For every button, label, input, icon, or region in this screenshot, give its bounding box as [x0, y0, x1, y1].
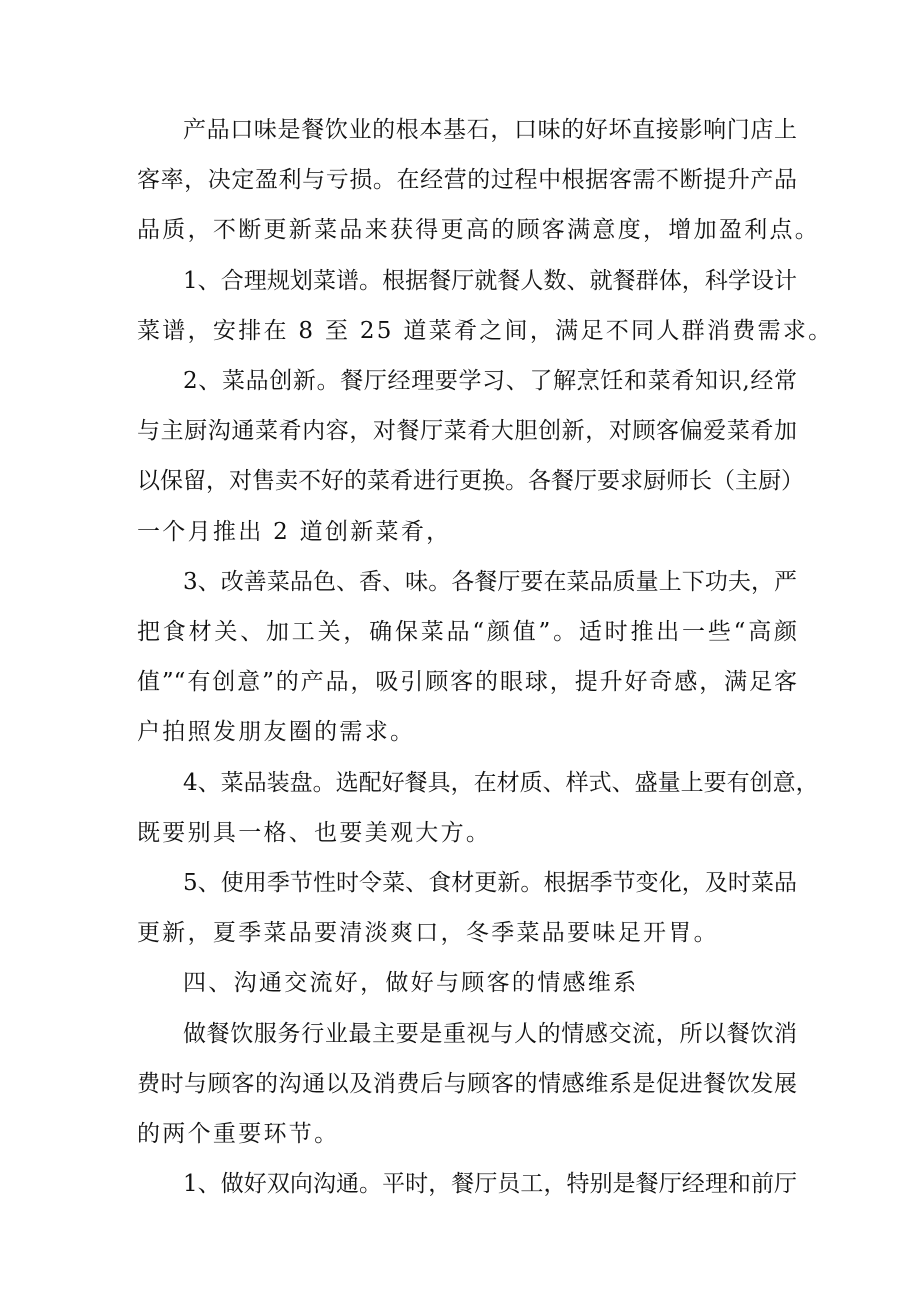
- paragraph-line: 5、使用季节性时令菜、食材更新。根据季节变化，及时菜品: [183, 870, 797, 896]
- paragraph-line: 与主厨沟通菜肴内容，对餐厅菜肴大胆创新，对顾客偏爱菜肴加: [137, 418, 797, 444]
- paragraph-line: 产品口味是餐饮业的根本基石，口味的好坏直接影响门店上: [183, 117, 797, 143]
- paragraph-line: 的两个重要环节。: [137, 1121, 340, 1147]
- paragraph-line: 户拍照发朋友圈的需求。: [137, 719, 416, 745]
- paragraph-line: 3、改善菜品色、香、味。各餐厅要在菜品质量上下功夫，严: [183, 569, 797, 595]
- paragraph-line: 做餐饮服务行业最主要是重视与人的情感交流，所以餐饮消: [183, 1021, 797, 1047]
- paragraph-line: 1、合理规划菜谱。根据餐厅就餐人数、就餐群体，科学设计: [183, 268, 797, 294]
- paragraph-line: 菜谱，安排在 8 至 25 道菜肴之间，满足不同人群消费需求。: [137, 318, 834, 344]
- section-heading: 四、沟通交流好，做好与顾客的情感维系: [183, 970, 639, 996]
- paragraph-line: 把食材关、加工关，确保菜品“颜值”。适时推出一些“高颜: [137, 619, 797, 645]
- paragraph-line: 值”“有创意”的产品，吸引顾客的眼球，提升好奇感，满足客: [137, 669, 797, 695]
- paragraph-line: 更新，夏季菜品要清淡爽口，冬季菜品要味足开胃。: [137, 920, 719, 946]
- paragraph-line: 费时与顾客的沟通以及消费后与顾客的情感维系是促进餐饮发展: [137, 1071, 797, 1097]
- paragraph-line: 品质，不断更新菜品来获得更高的顾客满意度，增加盈利点。: [137, 217, 821, 243]
- paragraph-line: 4、菜品装盘。选配好餐具，在材质、样式、盛量上要有创意，: [183, 770, 819, 796]
- paragraph-line: 以保留，对售卖不好的菜肴进行更换。各餐厅要求厨师长（主厨）: [137, 468, 804, 494]
- paragraph-line: 既要别具一格、也要美观大方。: [137, 820, 492, 846]
- paragraph-line: 2、菜品创新。餐厅经理要学习、了解烹饪和菜肴知识,经常: [183, 368, 797, 394]
- paragraph-line: 一个月推出 2 道创新菜肴，: [137, 519, 452, 545]
- paragraph-line: 客率，决定盈利与亏损。在经营的过程中根据客需不断提升产品: [137, 167, 797, 193]
- paragraph-line: 1、做好双向沟通。平时，餐厅员工，特别是餐厅经理和前厅: [183, 1171, 797, 1197]
